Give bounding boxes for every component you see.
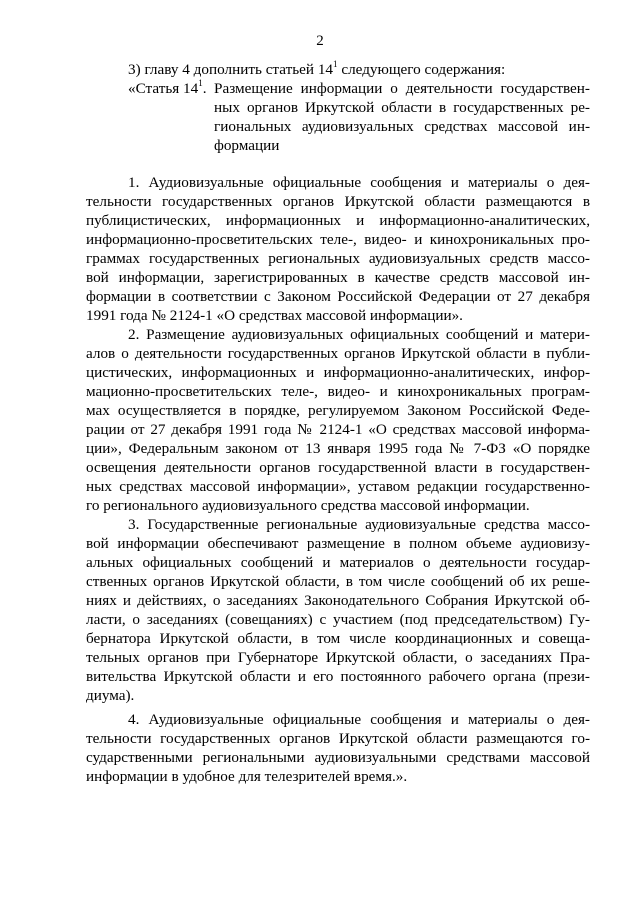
body-line: 1991 года № 2124-1 «О средствах массовой информации». [86,307,463,324]
body-line: формации в соответствии с Законом Российской Федерации от 27 декабря [86,288,590,305]
article-title-line: формации [214,137,280,154]
body-line: диума). [86,687,135,704]
body-line: 4. Аудиовизуальные официальные сообщения и материалы о дея- [128,711,590,728]
body-line: ных средствах массовой информации», уставом редакции государственно- [86,478,590,495]
article-title-line: Размещение информации о деятельности государствен- [214,80,590,97]
body-line: мационно-просветительских теле-, видео- и кинохроникальных програм- [86,383,590,400]
body-line: ниях и действиях, о заседаниях Законодательного Собрания Иркутской об- [86,592,590,609]
body-line: 1. Аудиовизуальные официальные сообщения и материалы о дея- [128,174,590,191]
body-line: граммах государственных региональных аудиовизуальных средств массо- [86,250,590,267]
body-line: цистических, информационных и информационно-аналитических, инфор- [86,364,590,381]
body-line: информации в удобное для телезрителей время.». [86,768,408,785]
body-line: альных официальных сообщений и материалов о деятельности государ- [86,554,590,571]
article-title-line: гиональных аудиовизуальных средствах массовой ин- [214,118,590,135]
body-line: тельности государственных органов Иркутской области размещаются го- [86,730,590,747]
body-line: тельности государственных органов Иркутской области размещаются в [86,193,590,210]
article-prefix [128,77,207,98]
body-line: ции», Федеральным законом от 13 января 1995 года № 7-ФЗ «О порядке [86,440,590,457]
article-superscript: 1 [198,77,203,88]
body-line: го регионального аудиовизуального средства массовой информации. [86,497,530,514]
body-line: мах осуществляется в порядке, регулируемом Законом Российской Феде- [86,402,590,419]
body-line: 2. Размещение аудиовизуальных официальных сообщений и матери- [128,326,590,343]
body-line: освещения деятельности органов государственной власти в государствен- [86,459,590,476]
body-line: вой информации, зарегистрированных в качестве средств массовой ин- [86,269,590,286]
page-number: 2 [316,33,324,49]
body-line: вой информации обеспечивают размещение в полном объеме аудиовизу- [86,535,590,552]
body-line: ласти, о заседаниях (совещаниях) с участием (под председательством) Гу- [86,611,590,628]
body-line: публицистических, информационных и информационно-аналитических, [86,212,590,229]
intro-superscript: 1 [333,58,338,69]
body-line: алов о деятельности государственных органов Иркутской области в публи- [86,345,590,362]
body-line: рации от 27 декабря 1991 года № 2124-1 «О средствах массовой информа- [86,421,590,438]
article-prefix-tail: . [202,80,207,97]
article-title-line: ных органов Иркутской области в государственных ре- [214,99,590,116]
article-prefix-text: «Статья 14 [128,80,199,97]
body-line: 3. Государственные региональные аудиовизуальные средства массо- [128,516,590,533]
body-line: ственных органов Иркутской области, в том числе сообщений об их реше- [86,573,590,590]
body-line: бернатора Иркутской области, в том числе координационных и совеща- [86,630,590,647]
intro-text: 3) главу 4 дополнить статьей 14 [128,61,334,78]
intro-line [128,58,506,79]
intro-tail: следующего содержания: [337,61,506,78]
body-line: тельных органов при Губернаторе Иркутской области, о заседаниях Пра- [86,649,590,666]
body-line: вительства Иркутской области и его постоянного рабочего органа (прези- [86,668,590,685]
body-line: сударственными региональными аудиовизуальными средствами массовой [86,749,590,766]
body-line: информационно-просветительских теле-, видео- и кинохроникальных про- [86,231,590,248]
